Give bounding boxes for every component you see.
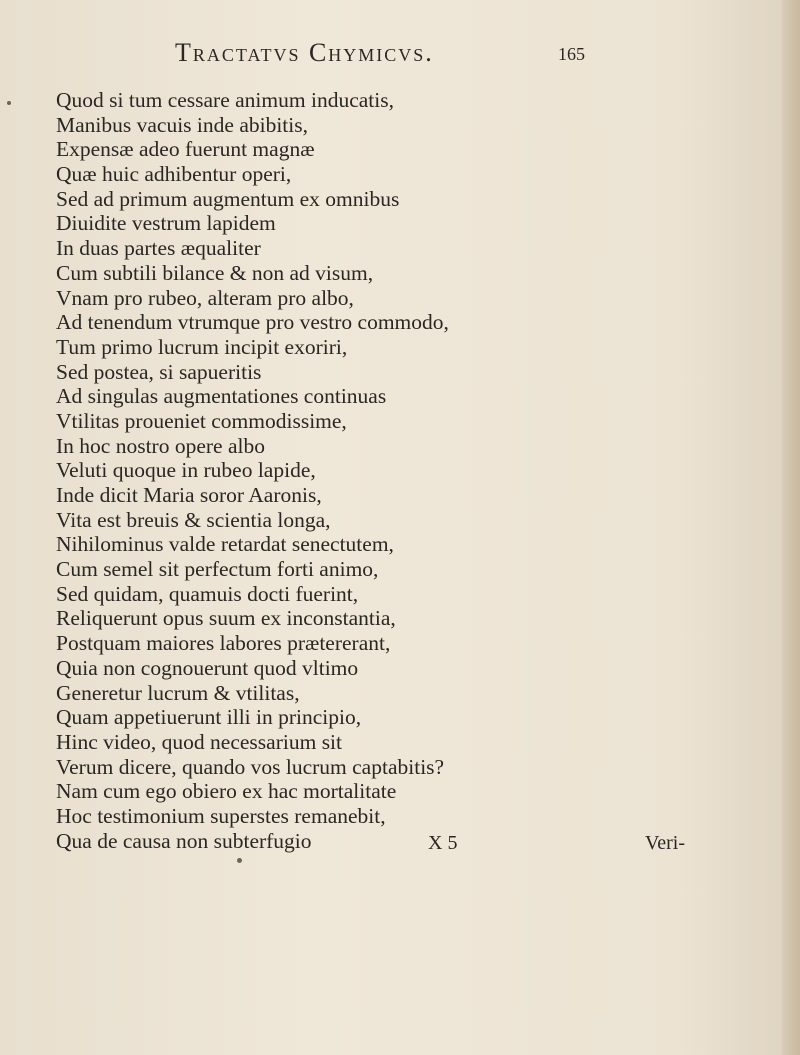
verse-line: Cum semel sit perfectum forti animo, <box>56 557 379 582</box>
verse-line: Qua de causa non subterfugio <box>56 828 312 853</box>
verse-line: Cum subtili bilance & non ad visum, <box>56 260 374 285</box>
verse-line: Tum primo lucrum incipit exoriri, <box>56 334 348 359</box>
page-edge <box>782 0 800 1055</box>
verse-line: Inde dicit Maria soror Aaronis, <box>56 483 322 507</box>
verse-line: Sed postea, si sapueritis <box>56 359 262 384</box>
verse-line: Ad tenendum vtrumque pro vestro commodo, <box>56 310 449 335</box>
verse-line: In hoc nostro opere albo <box>56 433 265 458</box>
verse-line: Postquam maiores labores prætererant, <box>56 631 391 656</box>
verse-line: Ad singulas augmentationes continuas <box>56 384 387 409</box>
running-title: Tractatvs Chymicvs. <box>175 38 434 67</box>
verse-line: Expensæ adeo fuerunt magnæ <box>56 137 315 162</box>
verse-line: Quam appetiuerunt illi in principio, <box>56 705 362 730</box>
verse-line: Veluti quoque in rubeo lapide, <box>56 458 316 483</box>
verse-line: Nam cum ego obiero ex hac mortalitate <box>56 779 397 804</box>
page-footer <box>0 832 800 862</box>
verse-text <box>56 88 636 853</box>
verse-line: Hoc testimonium superstes remanebit, <box>56 803 386 828</box>
verse-line: Diuidite vestrum lapidem <box>56 211 276 236</box>
verse-line: Manibus vacuis inde abibitis, <box>56 112 308 137</box>
verse-line: Sed quidam, quamuis docti fuerint, <box>56 581 359 606</box>
verse-line: Vita est breuis & scientia longa, <box>56 507 331 532</box>
page-header <box>0 38 800 78</box>
verse-line: Quæ huic adhibentur operi, <box>56 162 292 187</box>
catchword: Veri- <box>645 832 685 854</box>
verse-line: Quia non cognouerunt quod vltimo <box>56 655 359 680</box>
verse-line: Hinc video, quod necessarium sit <box>56 729 343 754</box>
verse-line: Quod si tum cessare animum inducatis, <box>56 88 394 112</box>
verse-line: Reliquerunt opus suum ex inconstantia, <box>56 606 396 631</box>
verse-line: Sed ad primum augmentum ex omnibus <box>56 186 400 211</box>
ink-spot <box>7 101 11 105</box>
signature-mark: X 5 <box>428 832 458 854</box>
verse-line: Generetur lucrum & vtilitas, <box>56 680 300 705</box>
verse-line: Vnam pro rubeo, alteram pro albo, <box>56 285 354 310</box>
ink-spot <box>237 858 242 863</box>
verse-line: Vtilitas proueniet commodissime, <box>56 408 347 433</box>
verse-line: In duas partes æqualiter <box>56 236 261 261</box>
page-number: 165 <box>558 44 585 64</box>
verse-line: Nihilominus valde retardat senectutem, <box>56 532 394 557</box>
verse-line: Verum dicere, quando vos lucrum captabitis? <box>56 754 445 779</box>
